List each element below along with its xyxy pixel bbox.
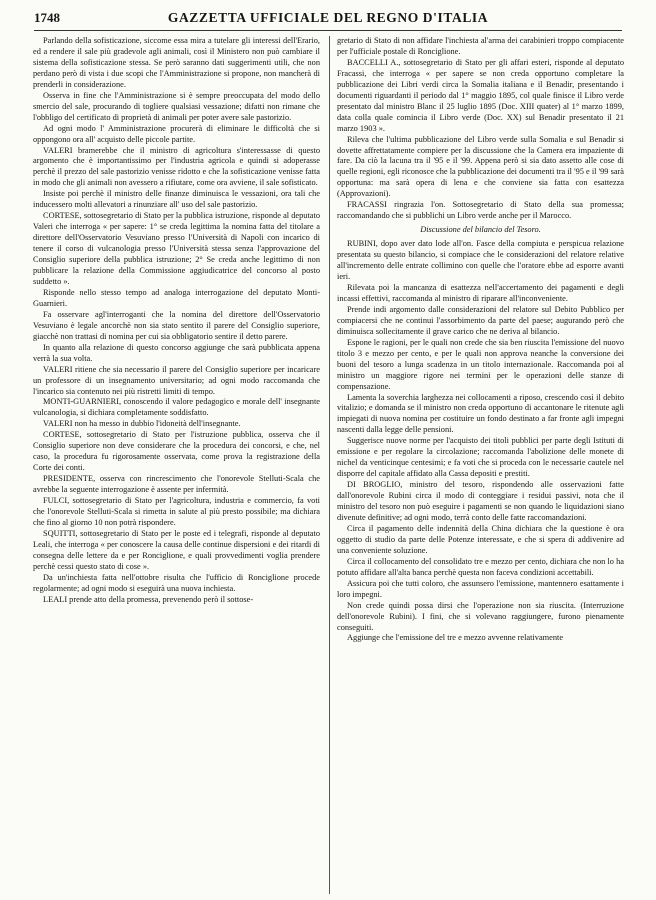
- section-heading: Discussione del bilancio del Tesoro.: [420, 225, 541, 235]
- paragraph: CORTESE, sottosegretario di Stato per la pubblica istruzione, risponde al deputato Valeri che interroga « per sapere: 1° se creda legittima la nomina fatta del titolare a direttore dell'Osservatorio Vesuviano presso l'Università di Napoli con incarico di tenere il corso di vulcanologia presso l'Università stessa senza l'approvazione del Consiglio superiore della pubblica istruzione; 2° Se creda anche legittimo di non pubblicare la relazione della Commissione aggiudicatrice del concorso al posto suddetto ».: [33, 211, 320, 286]
- paragraph: Aggiunge che l'emissione del tre e mezzo avvenne relativamente: [347, 633, 564, 643]
- paragraph: RUBINI, dopo aver dato lode all'on. Fasce della compiuta e perspicua relazione presentata su questo bilancio, si compiace che le considerazioni del relatore relative all'incremento delle entrate collimino con quelle che l'oratore ebbe ad esporre avanti ieri.: [337, 239, 624, 282]
- paragraph: Osserva in fine che l'Amministrazione si è sempre preoccupata del modo dello smercio del sale, procurando di togliere qualsiasi vessazione; difatti non rimane che l'obbligo del certificato di proprietà di animali per poter avere sale pastorizio.: [33, 90, 320, 122]
- journal-title: GAZZETTA UFFICIALE DEL REGNO D'ITALIA: [167, 10, 489, 25]
- paragraph: Fa osservare agl'interroganti che la nomina del direttore dell'Osservatorio Vesuviano è legale ancorchè non sia stato sentito il parere del Consiglio superiore, giacchè non trattasi di nomina per cui sia obbligatorio sentire il detto parere.: [33, 309, 320, 341]
- paragraph: SQUITTI, sottosegretario di Stato per le poste ed i telegrafi, risponde al deputato Leali, che interroga « per conoscere la causa delle continue dispersioni e dei ritardi di consegna delle lettere da e per Ronciglione, e quali provvedimenti voglia prendere perchè cessi questo stato di cose ».: [33, 528, 320, 571]
- paragraph: In quanto alla relazione di questo concorso aggiunge che sarà pubblicata appena verrà la sua volta.: [33, 342, 320, 363]
- page-header: [34, 6, 622, 31]
- paragraph: Parlando della sofisticazione, siccome essa mira a tutelare gli interessi dell'Erario, ed a rendere il sale più gradevole agli animali, così il Ministero non può cambiare il sistema della sofisticazione stessa. Se però saranno dati suggerimenti utili, che non perdano però di vista i due scopi che l'Amministrazione si propone, non mancherà di prenderli in considerazione.: [33, 36, 320, 89]
- paragraph: Ad ogni modo l' Amministrazione procurerà di eliminare le difficoltà che si oppongono ora all' acquisto delle piccole partite.: [33, 123, 320, 144]
- paragraph: Circa il pagamento delle indennità della China dichiara che la questione è ora oggetto di studio da parte delle Potenze interessate, e che si spera di addivenire ad una conveniente soluzione.: [337, 523, 624, 555]
- paragraph: Rilevata poi la mancanza di esattezza nell'accertamento dei pagamenti e degli incassi effettivi, raccomanda al ministro di riparare all'inconveniente.: [337, 282, 624, 303]
- paragraph: Insiste poi perchè il ministro delle finanze diminuisca le vessazioni, ora tali che inducessero molti allevatori a rinunziare all' uso del sale pastorizio.: [33, 189, 320, 210]
- paragraph: Assicura poi che tutti coloro, che assunsero l'emissione, mantennero esattamente i loro impegni.: [337, 578, 624, 599]
- paragraph: Lamenta la soverchia larghezza nei collocamenti a riposo, crescendo così il debito vitalizio; e domanda se il ministro non creda opportuno di accantonare le ritenute agli impiegati di nuova nomina per costituire un fondo destinato a far fronte agli impegni nascenti dalla legge delle pensioni.: [337, 392, 624, 435]
- paragraph: FULCI, sottosegretario di Stato per l'agricoltura, industria e commercio, fa voti che l'onorevole Stelluti-Scala si rimetta in salute al più presto possibile; ma dichiara che fino al giorno 10 non potrà rispondere.: [33, 496, 320, 527]
- paragraph: Non crede quindi possa dirsi che l'operazione non sia riuscita. (Interruzione dell'onorevole Rubini). I fini, che si volevano raggiungere, furono pienamente conseguiti.: [337, 600, 624, 632]
- column-divider: [329, 36, 330, 894]
- paragraph: Da un'inchiesta fatta nell'ottobre risulta che l'ufficio di Ronciglione procede regolarmente; ad ogni modo si eseguirà una nuova inchiesta.: [33, 572, 320, 593]
- paragraph: PRESIDENTE, osserva con rincrescimento che l'onorevole Stelluti-Scala che avrebbe la seguente interrogazione è assente per infermità.: [33, 474, 320, 495]
- paragraph: Suggerisce nuove norme per l'acquisto dei titoli pubblici per parte degli Istituti di emissione e per regolare la circolazione; raccomanda l'abolizione delle monete di nichel da venticinque centesimi; e fa voti che si proceda con le necessarie cautele nel disporre del capitale affidato alla Cassa depositi e prestiti.: [337, 436, 624, 479]
- paragraph: Prende indi argomento dalle considerazioni del relatore sul Debito Pubblico per compiacersi che ne continui l'assorbimento da parte del paese; augurando però che diminuisca sollecitamente il grave carico che ne deriva al bilancio.: [337, 304, 624, 336]
- paragraph: VALERI ritiene che sia necessario il parere del Consiglio superiore per incaricare un professore di un insegnamento universitario; ad ogni modo raccomanda che l'incarico sia contenuto nei più ristretti limiti di tempo.: [33, 364, 320, 396]
- paragraph: Rileva che l'ultima pubblicazione del Libro verde sulla Somalia e sul Benadir si dovette affrettatamente compiere per la discussione che la Camera era impaziente di fare. Da ciò la lacuna tra il '95 e il '99. Appena però si sia dato assetto alle cose di quelle regioni, egli riconosce che la pubblicazione dei documenti tra il '95 e il '99 sarà opportuna: ma sarà opera di lena e che conviene sia fatta con esattezza (Approvazioni).: [337, 134, 624, 199]
- paragraph: VALERI bramerebbe che il ministro di agricoltura s'interessasse di questo argomento che è importantissimo per l'industria agricola e quindi si adoperasse perchè il prezzo del sale pastorizio venisse ridotto e che la sofisticazione venisse fatta in modo che gli animali non avessero a rifiutare, come ora avviene, il sale sofisticato.: [33, 145, 320, 188]
- paragraph: VALERI non ha messo in dubbio l'idoneità dell'insegnante.: [43, 419, 241, 429]
- right-column: [337, 36, 624, 894]
- paragraph: BACCELLI A., sottosegretario di Stato per gli affari esteri, risponde al deputato Fracassi, che interroga « per sapere se non creda opportuno completare la pubblicazione dei Libri verdi circa la Somalia italiana e il Benadir, presentando i documenti riguardanti il periodo dal 1° maggio 1895, col quale finisce il Libro verde presentato dal ministro Blanc il 25 luglio 1895 (Doc. XIII quater) al 1° marzo 1899, data colla quale comincia il Libro verde (Doc. XX) sul Benadir presentato il 21 marzo 1903 ».: [337, 57, 624, 133]
- paragraph: LEALI prende atto della promessa, prevenendo però il sottose-: [43, 594, 254, 604]
- paragraph: FRACASSI ringrazia l'on. Sottosegretario di Stato della sua promessa; raccomandando che si pubblichi un Libro verde anche per il Marocco.: [337, 200, 624, 221]
- paragraph: MONTI-GUARNIERI, conoscendo il valore pedagogico e morale dell' insegnante vulcanologia, si dichiara completamente soddisfatto.: [33, 397, 320, 418]
- paragraph: Circa il collocamento del consolidato tre e mezzo per cento, dichiara che non lo ha potuto affidare all'alta banca perchè questa non faceva condizioni accettabili.: [337, 556, 624, 577]
- page-number: 1748: [34, 10, 60, 25]
- paragraph: CORTESE, sottosegretario di Stato per l'istruzione pubblica, osserva che il Consiglio superiore non deve considerare che la procedura dei concorsi, e che, nel caso, la procedura fu rigorosamente osservata, come prova la registrazione della Corte dei conti.: [33, 430, 320, 473]
- paragraph: DI BROGLIO, ministro del tesoro, rispondendo alle osservazioni fatte dall'onorevole Rubini circa il modo di conteggiare i residui passivi, nota che il ministro del tesoro non può eseguire i pagamenti se non quando le liquidazioni siano divenute definitive; ad ogni modo, terrà conto delle fatte raccomandazioni.: [337, 480, 624, 522]
- paragraph: Espone le ragioni, per le quali non crede che sia ben riuscita l'emissione del nuovo titolo 3 e mezzo per cento, e per le quali non approva neanche la conversione dei buoni del tesoro a lunga scadenza in un titolo internazionale. Raccomanda poi al ministro un maggiore rigore nei termini per le operazioni delle stanze di compensazione.: [337, 337, 624, 391]
- paragraph: gretario di Stato di non affidare l'inchiesta al'arma dei carabinieri troppo compiacente per l'ufficiale postale di Ronciglione.: [337, 36, 624, 56]
- left-column: [33, 36, 320, 894]
- paragraph: Risponde nello stesso tempo ad analoga interrogazione del deputato Monti-Guarnieri.: [33, 287, 320, 308]
